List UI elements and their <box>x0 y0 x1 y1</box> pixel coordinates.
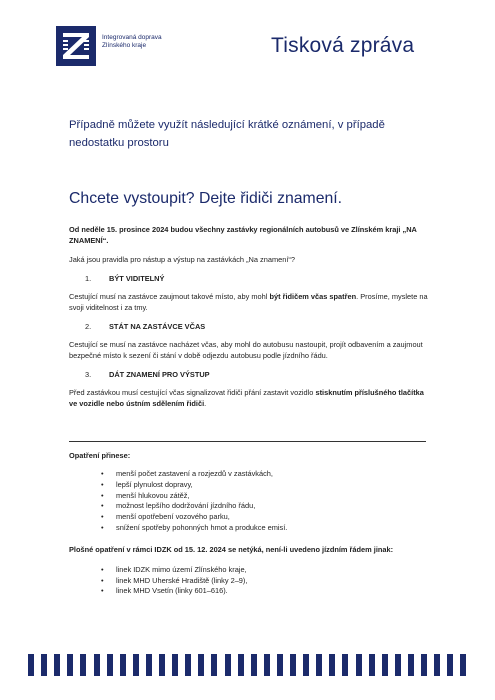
rule-3-heading <box>69 369 431 380</box>
org-name-line1: Integrovaná doprava <box>102 34 162 41</box>
footer-stripe <box>395 654 401 676</box>
rule-3-number: 3. <box>85 370 92 379</box>
footer-stripe <box>159 654 165 676</box>
list-item: • linek IDZK mimo území Zlínského kraje, <box>69 565 431 576</box>
list-item: • lepší plynulost dopravy, <box>69 480 431 491</box>
org-name <box>102 34 162 50</box>
footer-stripe <box>251 654 257 676</box>
footer-stripe <box>120 654 126 676</box>
rule-3-text <box>69 387 431 409</box>
rule-2-heading <box>69 321 431 332</box>
rule-1-title: BÝT VIDITELNÝ <box>109 274 165 283</box>
footer-stripe <box>264 654 270 676</box>
footer-stripe <box>303 654 309 676</box>
rule-3-text-a: Před zastávkou musí cestující včas signalizovat řidiči přání zastavit vozidlo <box>69 388 316 397</box>
idzk-logo-icon <box>56 26 96 66</box>
footer-stripe <box>408 654 414 676</box>
footer-stripe <box>460 654 466 676</box>
lead-paragraph: Od neděle 15. prosince 2024 budou všechny zastávky regionálních autobusů ve Zlínském kraji „NA ZNAMENÍ“. <box>69 225 417 245</box>
footer-stripe <box>67 654 73 676</box>
announcement-body <box>69 224 431 409</box>
list-item: • menší hlukovou zátěž, <box>69 491 431 502</box>
intro-note: Případně můžete využít následující krátké oznámení, v případě nedostatku prostoru <box>69 119 385 149</box>
footer-stripe <box>80 654 86 676</box>
rule-3-title: DÁT ZNAMENÍ PRO VÝSTUP <box>109 370 210 379</box>
footer-stripe <box>238 654 244 676</box>
org-name-line2: Zlínského kraje <box>102 42 147 49</box>
rule-3-text-bold: stisknutím příslušného tlačítka ve vozidle nebo ústním sdělením řidiči <box>69 388 424 408</box>
footer-stripe <box>133 654 139 676</box>
footer-stripe <box>198 654 204 676</box>
footer-stripe <box>277 654 283 676</box>
rule-1-text-b: . Prosíme, myslete na svoji viditelnost i za tmy. <box>69 292 428 312</box>
exceptions-list <box>69 565 431 597</box>
footer-stripe <box>356 654 362 676</box>
footer-stripe <box>382 654 388 676</box>
footer-stripe <box>369 654 375 676</box>
list-item: • možnost lepšího dodržování jízdního řádu, <box>69 501 431 512</box>
rule-1-number: 1. <box>85 274 92 283</box>
list-item: • linek MHD Uherské Hradiště (linky 2–9), <box>69 576 431 587</box>
footer-stripe <box>316 654 322 676</box>
rule-3-text-b: . <box>204 399 207 408</box>
section-divider <box>69 441 426 442</box>
rule-1-heading <box>69 273 431 284</box>
footer-stripe <box>28 654 34 676</box>
footer-stripe <box>329 654 335 676</box>
footer-stripe <box>434 654 440 676</box>
rule-2-title: STÁT NA ZASTÁVCE VČAS <box>109 322 206 331</box>
footer-stripe <box>94 654 100 676</box>
list-item: • menší opotřebení vozového parku, <box>69 512 431 523</box>
exceptions-title: Plošné opatření v rámci IDZK od 15. 12. 2024 se netýká, není-li uvedeno jízdním řádem jinak: <box>69 544 394 554</box>
rule-1-text-bold: být řidičem včas spatřen <box>269 292 357 301</box>
document-type-title: Tisková zpráva <box>271 34 415 57</box>
footer-stripes <box>28 654 468 676</box>
page-title: Chcete vystoupit? Dejte řidiči znamení. <box>69 190 343 207</box>
rule-2-number: 2. <box>85 322 92 331</box>
list-item: • snížení spotřeby pohonných hmot a produkce emisí. <box>69 523 431 534</box>
footer-stripe <box>41 654 47 676</box>
footer-stripe <box>54 654 60 676</box>
list-item: • linek MHD Vsetín (linky 601–616). <box>69 586 431 597</box>
footer-stripe <box>421 654 427 676</box>
benefits-section <box>69 450 431 597</box>
benefits-title: Opatření přinese: <box>69 451 131 460</box>
list-item: • menší počet zastavení a rozjezdů v zastávkách, <box>69 469 431 480</box>
footer-stripe <box>342 654 348 676</box>
rule-1-text-a: Cestující musí na zastávce zaujmout takové místo, aby mohl <box>69 292 270 301</box>
footer-stripe <box>211 654 217 676</box>
footer-stripe <box>107 654 113 676</box>
footer-stripe <box>146 654 152 676</box>
footer-stripe <box>225 654 231 676</box>
footer-stripe <box>185 654 191 676</box>
footer-stripe <box>172 654 178 676</box>
rule-1-text <box>69 291 431 313</box>
footer-stripe <box>447 654 453 676</box>
rule-2-text: Cestující se musí na zastávce nacházet včas, aby mohl do autobusu nastoupit, projít odbavením a zaujmout bezpečné místo k sezení či stání v době odjezdu autobusu podle jízdního řádu. <box>69 340 423 360</box>
footer-stripe <box>290 654 296 676</box>
question-paragraph: Jaká jsou pravidla pro nástup a výstup na zastávkách „Na znamení“? <box>69 255 295 264</box>
benefits-list <box>69 469 431 534</box>
